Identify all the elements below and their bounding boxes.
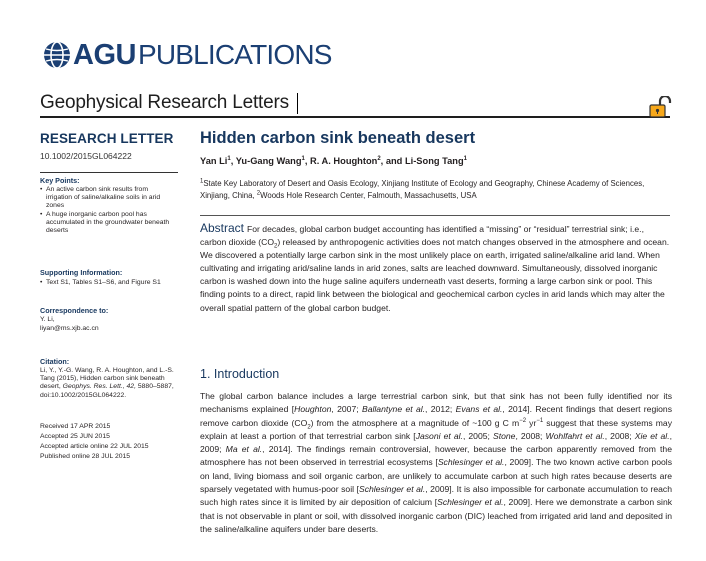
key-points-list (40, 186, 170, 235)
abstract (200, 222, 672, 315)
introduction-paragraph: The global carbon balance includes a large terrestrial carbon sink, but that sink has not been fully identified nor its mechanisms explained [Houghton, 2007; Ballantyne et al., 2012; Evans et al., 2014]. Recent findings that desert regions remove carbon dioxide $(CO_2)$ from the atmosphere at a magnitude of ~100 g C $m^{-2}$ $yr^{-1}$ suggest that these systems may explain at least a portion of that terrestrial carbon sink [Jasoni et al., 2005; Stone, 2008; Wohlfahrt et al., 2008; Xie et al., 2009; Ma et al., 2014]. The findings remain controversial, however, because the carbon apparently removed from the atmosphere has not been observed in terrestrial ecosystems [Schlesinger et al., 2009]. The two known active carbon pools on land, living biomass and soil organic carbon, are unlikely to accumulate carbon at such high rates because deserts are sparsely vegetated with humus-poor soil [Schlesinger et al., 2009]. It is also impossible for carbonate accumulation to reach such high rates since it is limited by air deposition of calcium [Schlesinger et al., 2009]. Here we demonstrate a carbon sink that is not observable in plant or soil, with dissolved inorganic carbon (DIC) leached from irrigated arid land and deposited in the saline/alkaline aquifers under bare deserts. (200, 391, 673, 534)
affiliation-marker: 1 (200, 178, 204, 185)
citation-post: 5880–5887, doi:10.1002/2015GL064222. (40, 383, 174, 399)
citation-text (40, 367, 174, 400)
author-affiliation-marker: 1 (301, 155, 305, 162)
correspondence-name: Y. Li, (40, 316, 55, 323)
key-points-heading: Key Points: (40, 176, 80, 185)
header-rule (40, 116, 670, 118)
agu-publications-logo[interactable] (42, 40, 332, 70)
author-name[interactable]: R. A. Houghton (310, 156, 378, 166)
text-cursor (297, 93, 298, 114)
author-name[interactable]: Yan Li (200, 156, 228, 166)
author-affiliation-marker: 1 (463, 155, 467, 162)
author-affiliation-marker: 2 (377, 155, 381, 162)
affiliation-2: Woods Hole Research Center, Falmouth, Massachusetts, USA (260, 190, 477, 200)
logo-agu-text: AGU (73, 38, 136, 71)
logo-publications-text: PUBLICATIONS (137, 39, 332, 70)
affiliation-1: State Key Laboratory of Desert and Oasis Ecology, Xinjiang Institute of Ecology and Geography, Chinese Academy of Sciences, Xinjiang, China, (200, 179, 645, 200)
article-type: RESEARCH LETTER (40, 131, 174, 146)
author-name[interactable]: Li-Song Tang (404, 156, 464, 166)
author-name[interactable]: Yu-Gang Wang (235, 156, 302, 166)
citation-journal: Geophys. Res. Lett., 42, (62, 383, 136, 391)
citation-pre: Li, Y., Y.-G. Wang, R. A. Houghton, and L.-S. Tang (2015), Hidden carbon sink beneath desert, (40, 367, 174, 391)
supporting-item[interactable]: • Text S1, Tables S1–S6, and Figure S1 (40, 279, 170, 287)
author-list: Yan Li$^1$, Yu-Gang Wang$^1$, R. A. Houghton$^2$, and Li-Song Tang$^1$ (200, 155, 467, 166)
citation-heading: Citation: (40, 357, 70, 366)
affiliation-marker: 2 (256, 189, 261, 196)
correspondence-email[interactable]: liyan@ms.xjb.ac.cn (40, 325, 99, 332)
agu-globe-icon (42, 40, 72, 70)
date-received: Received 17 APR 2015 (40, 423, 111, 430)
date-accepted: Accepted 25 JUN 2015 (40, 433, 110, 440)
date-published: Published online 28 JUL 2015 (40, 453, 131, 460)
key-point: • A huge inorganic carbon pool has accumulated in the groundwater beneath deserts (40, 211, 170, 236)
supporting-information-list (40, 279, 170, 287)
supporting-information-heading: Supporting Information: (40, 268, 123, 277)
affiliations (200, 178, 675, 201)
journal-name: Geophysical Research Letters (40, 92, 289, 113)
abstract-divider (200, 215, 670, 216)
correspondence-heading: Correspondence to: (40, 306, 109, 315)
author-affiliation-marker: 1 (227, 155, 231, 162)
abstract-text-part2: ) released by anthropogenic activities does not match changes observed in the atmosphere and ocean. We discovered a potentially large carbon sink in the most unlikely place on earth, irrigated saline/alkaline arid land. When cultivating and irrigating arid/saline lands in arid zones, salts are leached downward. Simultaneously, dissolved inorganic carbon is washed down into the huge saline aquifers underneath vast deserts, forming a large carbon sink or pool. This finding points to a direct, rapid link between the biological and geochemical carbon cycles in arid lands which may alter the overall spatial pattern of the global carbon budget. (200, 237, 670, 313)
sidebar-divider (40, 172, 178, 173)
introduction-text (200, 390, 672, 536)
article-title: Hidden carbon sink beneath desert (200, 129, 476, 147)
abstract-subscript: 2 (274, 243, 278, 250)
date-accepted-online: Accepted article online 22 JUL 2015 (40, 443, 149, 450)
section-heading-introduction: 1. Introduction (200, 367, 280, 381)
doi[interactable]: 10.1002/2015GL064222 (40, 151, 132, 161)
key-point: • An active carbon sink results from irrigation of saline/alkaline soils in arid zones (40, 186, 170, 211)
open-access-lock-icon[interactable] (647, 96, 673, 118)
abstract-label: Abstract (200, 221, 245, 235)
abstract-text-part1: For decades, global carbon budget accounting has identified a “missing” or “residual” terrestrial sink; i.e., carbon dioxide (CO (200, 224, 644, 248)
